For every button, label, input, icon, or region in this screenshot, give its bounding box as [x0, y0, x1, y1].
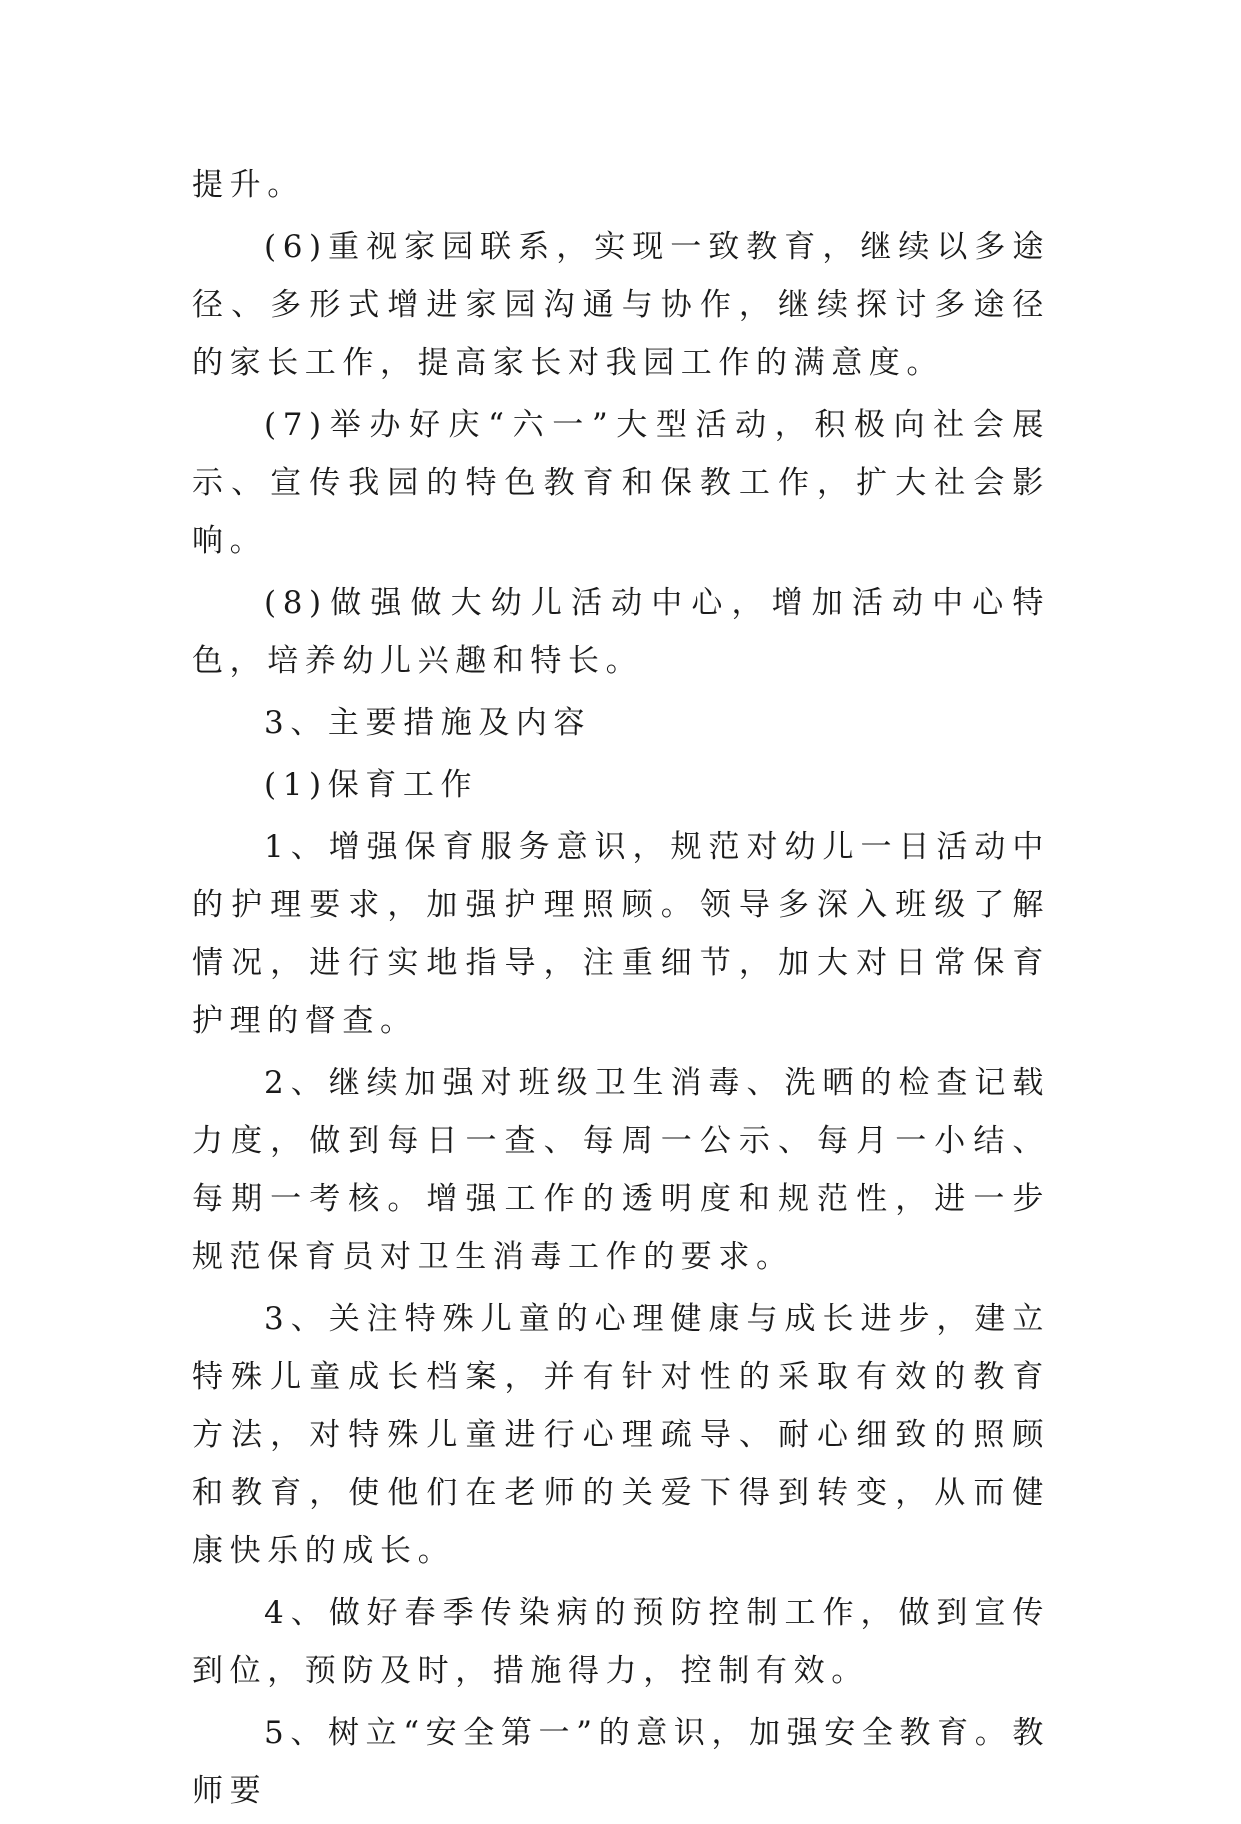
paragraph-care-1: 1、增强保育服务意识，规范对幼儿一日活动中的护理要求，加强护理照顾。领导多深入班级了解情况，进行实地指导，注重细节，加大对日常保育护理的督查。	[192, 829, 1050, 1039]
paragraph-item-7: (7)举办好庆“六一”大型活动，积极向社会展示、宣传我园的特色教育和保教工作，扩大社会影响。	[192, 407, 1050, 559]
paragraph-care-5: 5、树立“安全第一”的意识，加强安全教育。教师要	[192, 1715, 1050, 1809]
paragraph-item-8: (8)做强做大幼儿活动中心，增加活动中心特色，培养幼儿兴趣和特长。	[192, 585, 1050, 679]
section-heading-measures: 3、主要措施及内容	[264, 705, 592, 741]
paragraph-care-2: 2、继续加强对班级卫生消毒、洗晒的检查记载力度，做到每日一查、每周一公示、每月一小结、每期一考核。增强工作的透明度和规范性，进一步规范保育员对卫生消毒工作的要求。	[192, 1065, 1050, 1275]
paragraph-item-6: (6)重视家园联系，实现一致教育，继续以多途径、多形式增进家园沟通与协作，继续探讨多途径的家长工作，提高家长对我园工作的满意度。	[192, 229, 1050, 381]
paragraph-care-3: 3、关注特殊儿童的心理健康与成长进步，建立特殊儿童成长档案，并有针对性的采取有效的教育方法，对特殊儿童进行心理疏导、耐心细致的照顾和教育，使他们在老师的关爱下得到转变，从而健康快乐的成长。	[192, 1301, 1050, 1569]
subsection-heading-care: (1)保育工作	[264, 767, 479, 803]
paragraph-continuation: 提升。	[192, 167, 305, 203]
document-body	[192, 156, 1050, 1824]
paragraph-care-4: 4、做好春季传染病的预防控制工作，做到宣传到位，预防及时，措施得力，控制有效。	[192, 1595, 1050, 1689]
